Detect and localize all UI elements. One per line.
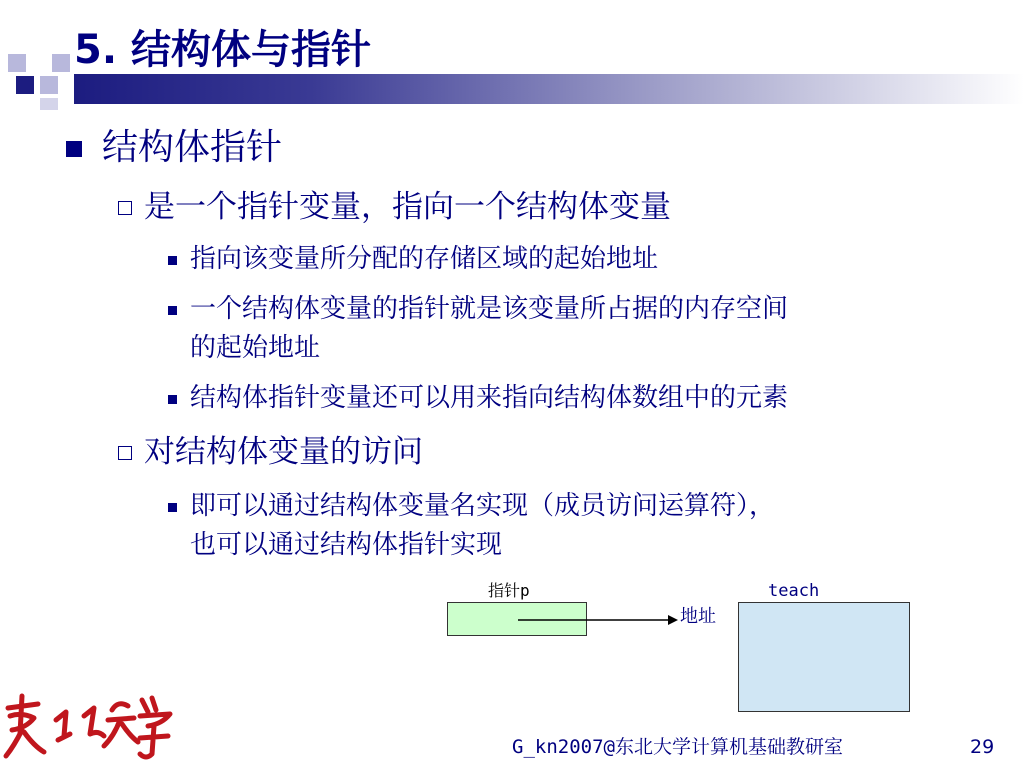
page-number: 29 [970, 736, 995, 758]
struct-box [738, 602, 910, 712]
sub-bullet-pointer-def: 是一个指针变量，指向一个结构体变量 [144, 189, 671, 225]
detail-item-continuation: 也可以通过结构体指针实现 [190, 530, 503, 560]
hollow-square-bullet-icon [118, 201, 132, 215]
struct-label: teach [768, 581, 820, 601]
address-label: 地址 [680, 606, 716, 627]
detail-item: 即可以通过结构体变量名实现（成员访问运算符）， [190, 491, 776, 521]
bullet-level1: 结构体指针 [102, 127, 283, 168]
bullet-square-icon [66, 141, 82, 157]
detail-item: 结构体指针变量还可以用来指向结构体数组中的元素 [190, 383, 789, 413]
footer-text: G_kn2007@东北大学计算机基础教研室 [512, 736, 843, 758]
arrow-icon [510, 612, 685, 630]
title-decoration-square [16, 76, 34, 94]
title-decoration-square [40, 98, 58, 110]
title-decoration-square [40, 76, 58, 94]
title-decoration-square [8, 54, 26, 72]
title-decoration-square [52, 54, 70, 72]
detail-item-continuation: 的起始地址 [190, 333, 321, 363]
bullet-small-square-icon [168, 256, 177, 265]
slide-title: 5. 结构体与指针 [74, 27, 371, 73]
bullet-small-square-icon [168, 395, 177, 404]
university-calligraphy-logo [0, 690, 175, 768]
bullet-small-square-icon [168, 306, 177, 315]
detail-item: 指向该变量所分配的存储区域的起始地址 [190, 244, 659, 274]
pointer-label: 指针p [488, 581, 530, 600]
hollow-square-bullet-icon [118, 446, 132, 460]
detail-item: 一个结构体变量的指针就是该变量所占据的内存空间 [190, 294, 789, 324]
title-gradient-bar [74, 74, 1024, 104]
bullet-small-square-icon [168, 503, 177, 512]
sub-bullet-access: 对结构体变量的访问 [144, 434, 423, 470]
